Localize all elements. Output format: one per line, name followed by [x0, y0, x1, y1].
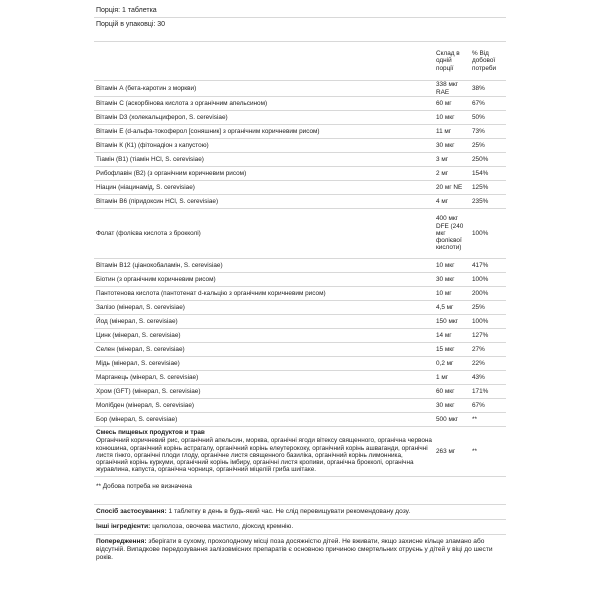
usage-section	[94, 505, 506, 520]
nutrient-dv: 67%	[470, 97, 506, 111]
blend-cell	[94, 427, 434, 477]
table-row	[94, 301, 506, 315]
usage-text: 1 таблетку в день в будь-який час. Не слід перевищувати рекомендовану дозу.	[168, 507, 411, 515]
table-row	[94, 399, 506, 413]
table-row	[94, 287, 506, 301]
nutrient-name: Вітамін D3 (холекальциферол, S. cerevisiae)	[94, 111, 434, 125]
blend-dv: **	[470, 427, 506, 477]
nutrient-dv: **	[470, 413, 506, 427]
nutrient-dv: 25%	[470, 139, 506, 153]
nutrient-name: Бор (мінерал, S. cerevisiae)	[94, 413, 434, 427]
nutrient-name: Біотин (з органічним коричневим рисом)	[94, 273, 434, 287]
nutrient-dv: 200%	[470, 287, 506, 301]
nutrient-amount: 11 мг	[434, 125, 470, 139]
nutrient-dv: 125%	[470, 181, 506, 195]
header-amount: Склад в одній порції	[434, 42, 470, 81]
nutrient-amount: 14 мг	[434, 329, 470, 343]
nutrient-amount: 2 мг	[434, 167, 470, 181]
blend-title: Смесь пищевых продуктов и трав	[96, 429, 205, 436]
nutrient-name: Залізо (мінерал, S. cerevisiae)	[94, 301, 434, 315]
nutrient-amount: 10 мкг	[434, 111, 470, 125]
table-row	[94, 97, 506, 111]
nutrient-dv: 171%	[470, 385, 506, 399]
table-row	[94, 209, 506, 259]
nutrient-dv: 38%	[470, 81, 506, 97]
nutrient-amount: 400 мкг DFE (240 мкг фолієвої кислоти)	[434, 209, 470, 259]
facts-table	[94, 42, 506, 477]
nutrient-name: Йод (мінерал, S. cerevisiae)	[94, 315, 434, 329]
nutrient-amount: 30 мкг	[434, 139, 470, 153]
nutrient-dv: 27%	[470, 343, 506, 357]
table-row	[94, 153, 506, 167]
table-row	[94, 273, 506, 287]
nutrient-dv: 67%	[470, 399, 506, 413]
nutrient-amount: 10 мкг	[434, 259, 470, 273]
nutrient-name: Вітамін С (аскорбінова кислота з органічним апельсином)	[94, 97, 434, 111]
nutrient-name: Фолат (фолієва кислота з брокколі)	[94, 209, 434, 259]
blend-row	[94, 427, 506, 477]
nutrient-dv: 100%	[470, 273, 506, 287]
table-row	[94, 413, 506, 427]
nutrient-name: Марганець (мінерал, S. cerevisiae)	[94, 371, 434, 385]
table-row	[94, 315, 506, 329]
nutrient-amount: 30 мкг	[434, 273, 470, 287]
table-row	[94, 181, 506, 195]
nutrient-dv: 154%	[470, 167, 506, 181]
nutrient-name: Вітамін А (бета-каротин з моркви)	[94, 81, 434, 97]
serving-size: Порція: 1 таблетка	[94, 4, 506, 18]
warning-section	[94, 535, 506, 565]
table-row	[94, 81, 506, 97]
table-row	[94, 343, 506, 357]
usage-label: Спосіб застосування:	[96, 507, 167, 515]
nutrient-amount: 30 мкг	[434, 399, 470, 413]
nutrient-amount: 0,2 мг	[434, 357, 470, 371]
other-ingredients-label: Інші інгредієнти:	[96, 522, 151, 530]
nutrient-amount: 1 мг	[434, 371, 470, 385]
table-row	[94, 371, 506, 385]
table-row	[94, 385, 506, 399]
nutrient-name: Ніацин (ніацинамід, S. cerevisiae)	[94, 181, 434, 195]
nutrient-name: Пантотенова кислота (пантотенат d-кальцію з органічним коричневим рисом)	[94, 287, 434, 301]
nutrient-name: Цинк (мінерал, S. cerevisiae)	[94, 329, 434, 343]
blend-amount: 263 мг	[434, 427, 470, 477]
warning-label: Попередження:	[96, 537, 147, 545]
nutrient-name: Вітамін В6 (піридоксин HCl, S. cerevisiae)	[94, 195, 434, 209]
table-row	[94, 195, 506, 209]
nutrient-name: Тіамін (В1) (тіамін HCl, S. cerevisiae)	[94, 153, 434, 167]
nutrient-rows	[94, 81, 506, 427]
nutrient-amount: 20 мг NE	[434, 181, 470, 195]
nutrient-amount: 15 мкг	[434, 343, 470, 357]
nutrient-amount: 338 мкг RAE	[434, 81, 470, 97]
nutrient-dv: 417%	[470, 259, 506, 273]
table-row	[94, 111, 506, 125]
nutrient-name: Вітамін В12 (ціанокобаламін, S. cerevisiae)	[94, 259, 434, 273]
supplement-facts-panel	[94, 4, 506, 565]
nutrient-dv: 250%	[470, 153, 506, 167]
nutrient-name: Вітамін Е (d-альфа-токоферол [соняшник] з органічним коричневим рисом)	[94, 125, 434, 139]
nutrient-amount: 60 мг	[434, 97, 470, 111]
other-ingredients-text: целюлоза, овочева мастило, діоксид кремнію.	[152, 522, 294, 530]
nutrient-dv: 50%	[470, 111, 506, 125]
table-row	[94, 329, 506, 343]
nutrient-amount: 60 мкг	[434, 385, 470, 399]
nutrient-amount: 500 мкг	[434, 413, 470, 427]
blend-ingredients: Органічний коричневий рис, органічний апельсин, морква, органічні ягоди вітексу священного, органічна червона конюшина, органічний корінь астрагалу, органічний корінь елеутерококу, органічний корінь ашваганди, органічні листя гінкго, органічні плоди глоду, органічне листя священного базиліка, органічний корінь лимонника, органічний корінь куркуми, органічний корінь імбиру, органічні листя кропиви, органічна брокколі, органічна журавлина, капуста, органічна чорниця, органічний міцелій гриба шиітаке.	[96, 437, 432, 474]
nutrient-amount: 3 мг	[434, 153, 470, 167]
servings-per-container: Порцій в упаковці: 30	[94, 18, 506, 42]
table-row	[94, 139, 506, 153]
table-row	[94, 167, 506, 181]
header-dv: % Від добової потреби	[470, 42, 506, 81]
nutrient-dv: 235%	[470, 195, 506, 209]
table-row	[94, 125, 506, 139]
nutrient-name: Хром (GFT) (мінерал, S. cerevisiae)	[94, 385, 434, 399]
nutrient-amount: 4,5 мг	[434, 301, 470, 315]
warning-text: зберігати в сухому, прохолодному місці поза досяжністю дітей. Не вживати, якщо захисне кільце зламано або відсутній. Випадкове передозування залізовмісних препаратів є основною причиною смертельних отруєнь у дітей у віці до шести років.	[96, 537, 493, 561]
nutrient-name: Вітамін К (К1) (фітонадіон з капустою)	[94, 139, 434, 153]
nutrient-dv: 100%	[470, 209, 506, 259]
footnote: ** Добова потреба не визначена	[94, 477, 506, 505]
nutrient-dv: 127%	[470, 329, 506, 343]
nutrient-name: Селен (мінерал, S. cerevisiae)	[94, 343, 434, 357]
nutrient-name: Рибофлавін (В2) (з органічним коричневим рисом)	[94, 167, 434, 181]
nutrient-dv: 25%	[470, 301, 506, 315]
nutrient-dv: 100%	[470, 315, 506, 329]
table-row	[94, 259, 506, 273]
nutrient-name: Молібден (мінерал, S. cerevisiae)	[94, 399, 434, 413]
nutrient-name: Мідь (мінерал, S. cerevisiae)	[94, 357, 434, 371]
nutrient-amount: 150 мкг	[434, 315, 470, 329]
nutrient-dv: 73%	[470, 125, 506, 139]
nutrient-dv: 22%	[470, 357, 506, 371]
nutrient-amount: 4 мг	[434, 195, 470, 209]
table-row	[94, 357, 506, 371]
nutrient-dv: 43%	[470, 371, 506, 385]
header-name-cell	[94, 42, 434, 81]
nutrient-amount: 10 мг	[434, 287, 470, 301]
other-ingredients-section	[94, 520, 506, 535]
table-header-row	[94, 42, 506, 81]
